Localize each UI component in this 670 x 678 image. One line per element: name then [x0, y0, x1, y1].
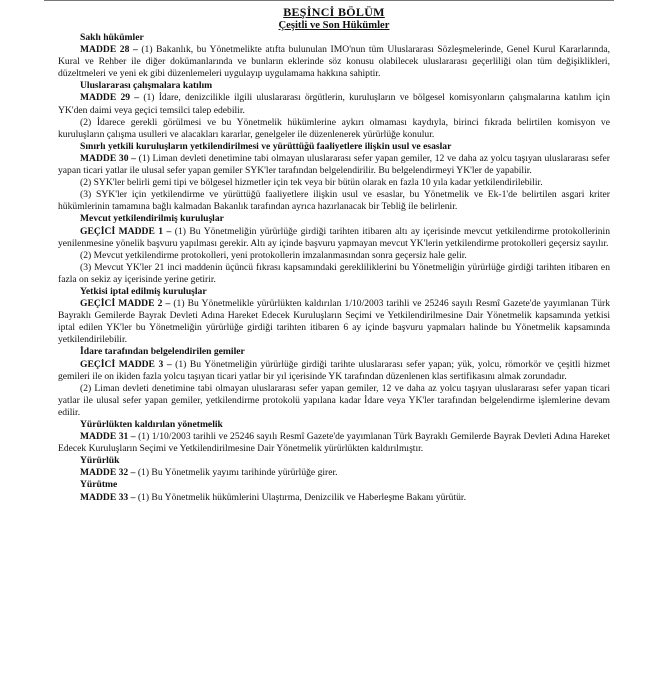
section-heading: Uluslararası çalışmalara katılım [80, 80, 213, 92]
article-text: (1) Bu Yönetmeliğin yürürlüğe girdiği tarihten itibaren altı ay içerisinde mevcut yetkilendirme protokollerinin yenilenmesine yönelik başvuru yapılması gerekir. Altı ay içinde başvuru yapmayan mevcut YK'lerin yetkilendirme protokolleri geçersiz sayılır. [58, 225, 610, 249]
article-paragraph [58, 117, 610, 141]
article-number: GEÇİCİ MADDE 1 – [80, 225, 172, 237]
article-text: (3) Mevcut YK'ler 21 inci maddenin üçüncü fıkrası kapsamındaki gerekliliklerini bu Yönetmeliğin yürürlüğe girdiği tarihten itibaren en fazla on sekiz ay içerisinde yerine getirir. [58, 261, 610, 285]
article-paragraph [58, 153, 610, 177]
section-heading: Yetkisi iptal edilmiş kuruluşlar [80, 285, 207, 297]
section-heading: Yürütme [80, 479, 118, 491]
article-number: MADDE 32 – [80, 467, 136, 479]
article-number: MADDE 33 – [80, 491, 136, 503]
article-paragraph [58, 177, 610, 189]
article-text: (1) Bu Yönetmelik hükümlerini Ulaştırma, Denizcilik ve Haberleşme Bakanı yürütür. [135, 491, 466, 503]
article-number: MADDE 31 – [80, 431, 136, 443]
section-heading: Yürürlükten kaldırılan yönetmelik [80, 419, 223, 430]
article-text: (1) Bu Yönetmeliğin yürürlüğe girdiği tarihte uluslararası sefer yapan; yük, yolcu, römorkör ve çeşitli hizmet gemileri ile on ikiden fazla yolcu taşıyan ticari yatlar bir yıl içerisinde YK tarafından düzenlenen klas sertifikasını almak zorundadır. [58, 358, 611, 382]
article-paragraph [58, 189, 610, 213]
article-number: MADDE 29 – [80, 92, 140, 104]
article-number: GEÇİCİ MADDE 2 – [80, 298, 171, 310]
article-text: (2) SYK'ler belirli gemi tipi ve bölgesel hizmetler için tek veya bir bütün olarak en fazla 10 yıla kadar yetkilendirilebilir. [80, 177, 543, 189]
article-paragraph [58, 44, 610, 80]
article-text: (1) Bu Yönetmelik yayımı tarihinde yürürlüğe girer. [135, 467, 338, 479]
article-number: GEÇİCİ MADDE 3 – [80, 358, 172, 370]
article-paragraph [58, 359, 610, 383]
article-paragraph [58, 298, 610, 346]
article-text: (3) SYK'ler için yetkilendirme ve yürüttüğü faaliyetlere ilişkin usul ve esaslar, bu Yönetmelik ve Ek-1'de belirtilen asgari kriter hükümlerinin tamamına bağlı kalmadan Bakanlık tarafından ayrıca hazırlanacak bir Tebliğ ile belirlenir. [58, 189, 610, 213]
article-text: (2) İdarece gerekli görülmesi ve bu Yönetmelik hükümlerine aykırı olmaması kaydıyla, birinci fıkrada belirtilen komisyon ve kuruluşların çalışma usulleri ve alacakları kararlar, genelgeler ile düzenlenerek yürürlüğe konulur. [58, 116, 610, 140]
article-paragraph [58, 431, 610, 455]
article-paragraph [58, 467, 610, 479]
section-heading: Sınırlı yetkili kuruluşların yetkilendirilmesi ve yürüttüğü faaliyetlere ilişkin usul ve esaslar [80, 140, 452, 152]
section-heading: İdare tarafından belgelendirilen gemiler [80, 346, 245, 358]
article-paragraph [58, 383, 610, 419]
article-text: (1) Bakanlık, bu Yönetmelikte atıfta bulunulan IMO'nun tüm Uluslararası Sözleşmelerinde, Genel Kurul Kararlarında, Kural ve Rehber ile diğer dokümanlarında ve bunların eklerinde söz konusu olabilecek uluslararası geçerliliği olan tüm değişiklikleri, düzeltmeleri ve yeni ek gibi düzenlemeleri uygulayıp uygulamama hakkına sahiptir. [58, 44, 610, 80]
article-text: (2) Liman devleti denetimine tabi olmayan uluslararası sefer yapan gemiler, 12 ve daha az yolcu taşıyan uluslararası sefer yapan ticari yatlar ile ulusal sefer yapan gemiler, yetkilendirme protokolü yapılana kadar İdare veya YK'ler tarafından belgelendirme işlemlerine devam edilir. [58, 382, 610, 418]
article-text: (2) Mevcut yetkilendirme protokolleri, yeni protokollerin imzalanmasından sonra geçersiz hale gelir. [80, 249, 467, 261]
article-number: MADDE 30 – [80, 152, 136, 164]
section-heading: Mevcut yetkilendirilmiş kuruluşlar [80, 213, 224, 225]
article-text: (1) İdare, denizcilikle ilgili uluslararası örgütlerin, kuruluşların ve bölgesel komisyonların çalışmalarına katılım için YK'den daimi veya geçici temsilci talep edebilir. [58, 92, 610, 116]
section-heading: Yürürlük [80, 455, 120, 467]
article-paragraph [58, 92, 610, 116]
article-paragraph [58, 492, 610, 504]
part-subtitle: Çeşitli ve Son Hükümler [278, 20, 390, 31]
article-paragraph [58, 226, 610, 250]
document-page [58, 0, 610, 504]
part-title: BEŞİNCİ BÖLÜM [283, 5, 385, 19]
article-paragraph [58, 250, 610, 262]
article-text: (1) Bu Yönetmelikle yürürlükten kaldırılan 1/10/2003 tarihli ve 25246 sayılı Resmî Gazete'de yayımlanan Türk Bayraklı Gemilerde Bayrak Devleti Adına Hareket Edecek Kuruluşların Seçimi ve Yetkilendirilmesine Dair Yönetmelik kapsamında yetkisi iptal edilen YK'ler bu Yönetmeliğin yürürlüğe girdiği tarihten itibaren 6 ay içinde başvuru yapmaları halinde bu Yönetmelik kapsamında yetkilendirilebilir. [58, 298, 610, 346]
article-paragraph [58, 262, 610, 286]
article-number: MADDE 28 – [80, 44, 138, 56]
title-block [58, 5, 610, 32]
article-text: (1) 1/10/2003 tarihli ve 25246 sayılı Resmî Gazete'de yayımlanan Türk Bayraklı Gemilerde Bayrak Devleti Adına Hareket Edecek Kuruluşların Seçimi ve Yetkilendirilmesine Dair Yönetmelik yürürlükten kaldırılmıştır. [58, 431, 610, 455]
article-text: (1) Liman devleti denetimine tabi olmayan uluslararası sefer yapan gemiler, 12 ve daha az yolcu taşıyan uluslararası sefer yapan ticari yatlar ile ulusal sefer yapan gemiler SYK'ler tarafından belgelendirilir. Bu belgelendirmeyi YK'ler de yapabilir. [58, 152, 610, 177]
document-body [58, 32, 610, 504]
section-heading: Saklı hükümler [80, 32, 144, 43]
